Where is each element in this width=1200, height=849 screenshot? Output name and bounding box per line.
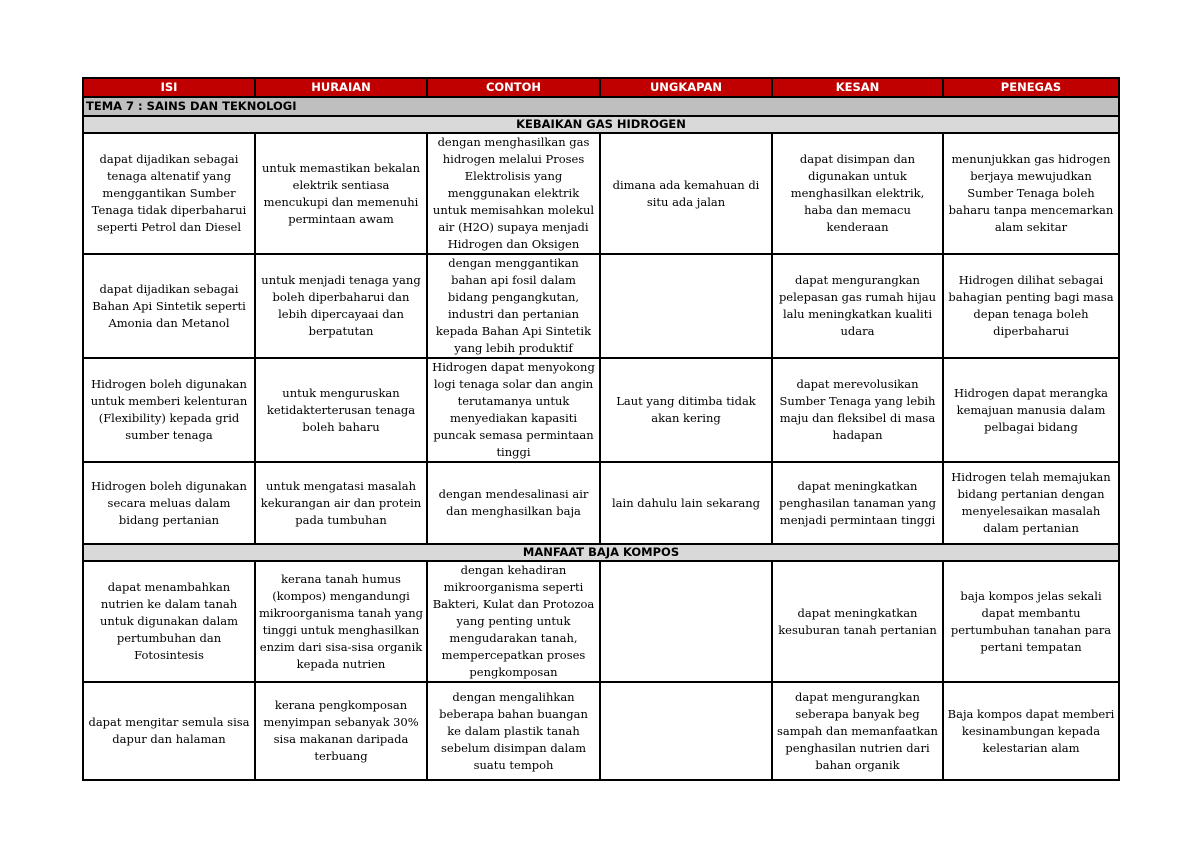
cell-contoh: dengan menggantikan bahan api fosil dalam bidang pengangkutan, industri dan pertanian kepada Bahan Api Sintetik yang lebih produktif — [427, 254, 600, 358]
column-header-huraian: HURAIAN — [255, 78, 427, 97]
cell-penegas: Baja kompos dapat memberi kesinambungan kepada kelestarian alam — [943, 682, 1119, 780]
cell-isi: dapat dijadikan sebagai tenaga altenatif yang menggantikan Sumber Tenaga tidak diperbaharui seperti Petrol dan Diesel — [83, 133, 255, 254]
table-row — [83, 462, 1119, 544]
cell-contoh: dengan menghasilkan gas hidrogen melalui Proses Elektrolisis yang menggunakan elektrik untuk memisahkan molekul air (H2O) supaya menjadi Hidrogen dan Oksigen — [427, 133, 600, 254]
theme-title: TEMA 7 : SAINS DAN TEKNOLOGI — [83, 97, 1119, 116]
cell-kesan: dapat mengurangkan pelepasan gas rumah hijau lalu meningkatkan kualiti udara — [772, 254, 943, 358]
cell-kesan: dapat merevolusikan Sumber Tenaga yang lebih maju dan fleksibel di masa hadapan — [772, 358, 943, 462]
cell-kesan: dapat meningkatkan kesuburan tanah pertanian — [772, 561, 943, 682]
theme-row — [83, 97, 1119, 116]
cell-huraian: untuk menjadi tenaga yang boleh diperbaharui dan lebih dipercayaai dan berpatutan — [255, 254, 427, 358]
cell-ungkapan — [600, 682, 772, 780]
cell-contoh: Hidrogen dapat menyokong logi tenaga solar dan angin terutamanya untuk menyediakan kapasiti puncak semasa permintaan tinggi — [427, 358, 600, 462]
cell-ungkapan — [600, 561, 772, 682]
theme-table — [82, 77, 1120, 781]
cell-huraian: kerana tanah humus (kompos) mengandungi mikroorganisma tanah yang tinggi untuk menghasilkan enzim dari sisa-sisa organik kepada nutrien — [255, 561, 427, 682]
cell-contoh: dengan mengalihkan beberapa bahan buangan ke dalam plastik tanah sebelum disimpan dalam suatu tempoh — [427, 682, 600, 780]
cell-penegas: menunjukkan gas hidrogen berjaya mewujudkan Sumber Tenaga boleh baharu tanpa mencemarkan alam sekitar — [943, 133, 1119, 254]
cell-huraian: kerana pengkomposan menyimpan sebanyak 30% sisa makanan daripada terbuang — [255, 682, 427, 780]
column-header-isi: ISI — [83, 78, 255, 97]
column-header-kesan: KESAN — [772, 78, 943, 97]
cell-kesan: dapat disimpan dan digunakan untuk menghasilkan elektrik, haba dan memacu kenderaan — [772, 133, 943, 254]
column-header-ungkapan: UNGKAPAN — [600, 78, 772, 97]
section-title: KEBAIKAN GAS HIDROGEN — [83, 116, 1119, 133]
cell-huraian: untuk menguruskan ketidakterterusan tenaga boleh baharu — [255, 358, 427, 462]
table-row — [83, 358, 1119, 462]
cell-penegas: Hidrogen dilihat sebagai bahagian penting bagi masa depan tenaga boleh diperbaharui — [943, 254, 1119, 358]
section-row — [83, 544, 1119, 561]
header-row — [83, 78, 1119, 97]
cell-ungkapan: Laut yang ditimba tidak akan kering — [600, 358, 772, 462]
cell-isi: dapat menambahkan nutrien ke dalam tanah untuk digunakan dalam pertumbuhan dan Fotosintesis — [83, 561, 255, 682]
table-row — [83, 682, 1119, 780]
column-header-contoh: CONTOH — [427, 78, 600, 97]
section-row — [83, 116, 1119, 133]
cell-contoh: dengan kehadiran mikroorganisma seperti Bakteri, Kulat dan Protozoa yang penting untuk mengudarakan tanah, mempercepatkan proses pengkomposan — [427, 561, 600, 682]
cell-kesan: dapat meningkatkan penghasilan tanaman yang menjadi permintaan tinggi — [772, 462, 943, 544]
section-title: MANFAAT BAJA KOMPOS — [83, 544, 1119, 561]
cell-contoh: dengan mendesalinasi air dan menghasilkan baja — [427, 462, 600, 544]
cell-ungkapan — [600, 254, 772, 358]
column-header-penegas: PENEGAS — [943, 78, 1119, 97]
cell-ungkapan: lain dahulu lain sekarang — [600, 462, 772, 544]
cell-isi: dapat mengitar semula sisa dapur dan halaman — [83, 682, 255, 780]
cell-isi: Hidrogen boleh digunakan untuk memberi kelenturan (Flexibility) kepada grid sumber tenaga — [83, 358, 255, 462]
cell-huraian: untuk memastikan bekalan elektrik sentiasa mencukupi dan memenuhi permintaan awam — [255, 133, 427, 254]
table-row — [83, 561, 1119, 682]
cell-isi: dapat dijadikan sebagai Bahan Api Sintetik seperti Amonia dan Metanol — [83, 254, 255, 358]
cell-penegas: Hidrogen telah memajukan bidang pertanian dengan menyelesaikan masalah dalam pertanian — [943, 462, 1119, 544]
cell-penegas: Hidrogen dapat merangka kemajuan manusia dalam pelbagai bidang — [943, 358, 1119, 462]
cell-huraian: untuk mengatasi masalah kekurangan air dan protein pada tumbuhan — [255, 462, 427, 544]
table-row — [83, 254, 1119, 358]
table-row — [83, 133, 1119, 254]
cell-isi: Hidrogen boleh digunakan secara meluas dalam bidang pertanian — [83, 462, 255, 544]
cell-ungkapan: dimana ada kemahuan di situ ada jalan — [600, 133, 772, 254]
cell-penegas: baja kompos jelas sekali dapat membantu pertumbuhan tanahan para pertani tempatan — [943, 561, 1119, 682]
cell-kesan: dapat mengurangkan seberapa banyak beg sampah dan memanfaatkan penghasilan nutrien dari bahan organik — [772, 682, 943, 780]
